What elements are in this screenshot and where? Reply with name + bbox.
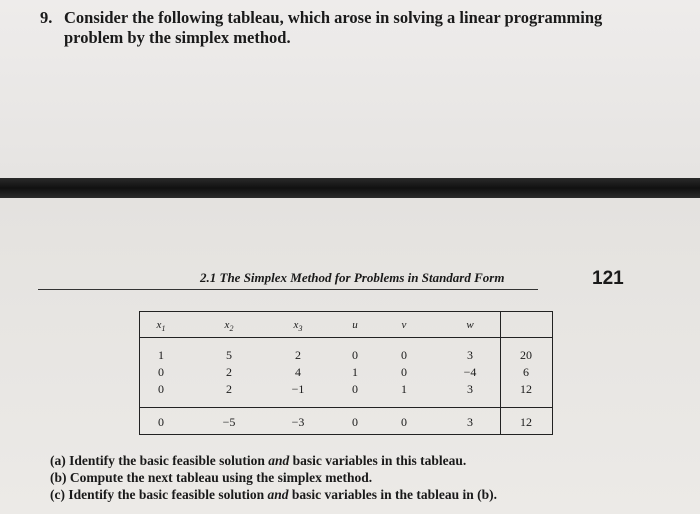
header-x2: $x_2$ [224,319,234,334]
problem-text-line-2: problem by the simplex method. [64,28,291,47]
cell-r3-x3: −1 [291,382,305,396]
header-x3: $x_3$ [293,319,303,334]
cell-r1-rhs: 20 [520,348,532,362]
cell-r2-x1: 0 [158,365,164,379]
header-w: w [466,319,474,331]
cell-r1-v: 0 [401,348,407,362]
cell-r2-rhs: 6 [523,365,529,379]
cell-obj-x2: −5 [222,415,236,429]
cell-r2-u: 1 [352,365,358,379]
header-x1: $x_1$ [156,319,166,334]
page-number: 121 [592,268,624,289]
problem-number: 9. [40,8,53,27]
cell-r3-u: 0 [352,382,358,396]
header-u: u [352,319,358,331]
cell-r3-x2: 2 [226,382,232,396]
cell-obj-w: 3 [467,415,473,429]
cell-obj-x3: −3 [291,415,305,429]
questions [50,452,670,503]
rhs-separator [500,311,501,435]
cell-obj-u: 0 [352,415,358,429]
cell-r3-rhs: 12 [520,382,532,396]
cell-r1-x1: 1 [158,348,164,362]
cell-r3-w: 3 [467,382,473,396]
cell-obj-rhs: 12 [520,415,532,429]
cell-r2-x3: 4 [295,365,301,379]
header-separator [139,337,553,338]
cell-r1-x3: 2 [295,348,301,362]
problem-text-line-1: Consider the following tableau, which arose in solving a linear programming [64,8,603,27]
cell-r1-x2: 5 [226,348,232,362]
question-b: (b) Compute the next tableau using the simplex method. [50,470,373,485]
cell-obj-v: 0 [401,415,407,429]
header-v: v [401,319,407,331]
simplex-tableau [139,311,553,435]
upper-page [0,0,700,178]
cell-r3-v: 1 [401,382,407,396]
question-a: (a) Identify the basic feasible solution and basic variables in this tableau. [50,453,467,468]
cell-r1-u: 0 [352,348,358,362]
question-c: (c) Identify the basic feasible solution and basic variables in the tableau in (b). [50,487,498,502]
cell-r3-x1: 0 [158,382,164,396]
cell-r1-w: 3 [467,348,473,362]
cell-obj-x1: 0 [158,415,164,429]
objective-separator [139,407,553,408]
cell-r2-x2: 2 [226,365,232,379]
page-divider [0,178,700,198]
section-header: 2.1 The Simplex Method for Problems in Standard Form [200,270,505,285]
cell-r2-w: −4 [463,365,477,379]
cell-r2-v: 0 [401,365,407,379]
header-rule [38,289,538,290]
